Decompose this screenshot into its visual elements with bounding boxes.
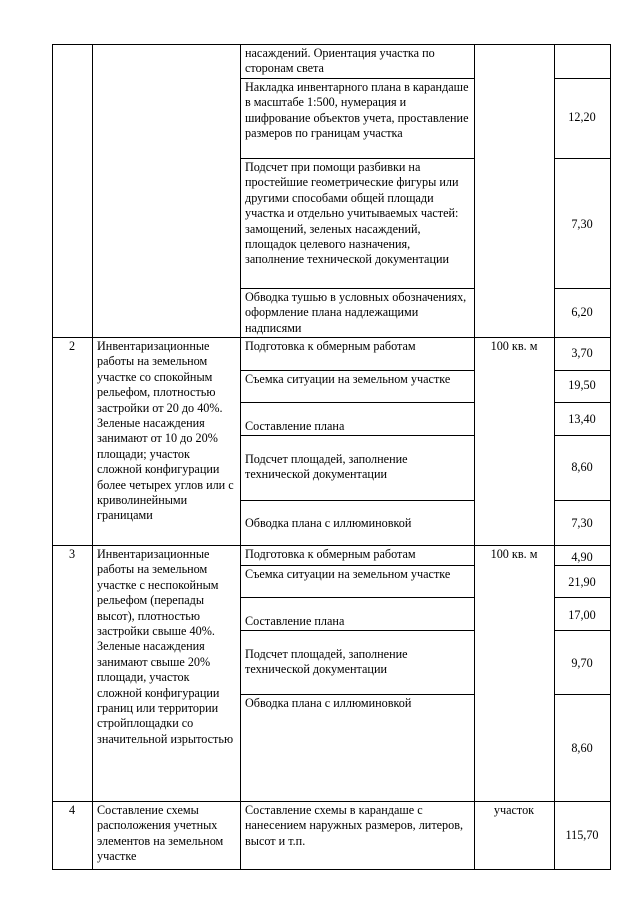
row-number: 4 <box>68 803 76 817</box>
norm-value: 3,70 <box>571 346 593 360</box>
norm-value: 17,00 <box>568 608 596 622</box>
operation-text: Составление схемы в карандаше с нанесением наружных размеров, литеров, высот и т.п. <box>245 803 464 848</box>
operation-text: Подсчет площадей, заполнение технической документации <box>245 452 408 482</box>
operation-text: Обводка тушью в условных обозначениях, оформление плана надлежащими надписями <box>245 290 467 335</box>
row-number: 3 <box>68 547 76 561</box>
operation-text: Подсчет при помощи разбивки на простейшие геометрические фигуры или другими способами общей площади участка и отдельно учитываемых частей: замощений, зеленых насаждений, площадок целевого назначения, заполнение технической документации <box>245 160 459 267</box>
norm-value: 6,20 <box>571 305 593 319</box>
operation-text: Подготовка к обмерным работам <box>245 339 416 353</box>
norm-value: 21,90 <box>568 575 596 589</box>
unit-of-measure: 100 кв. м <box>490 547 538 561</box>
norm-value: 9,70 <box>571 656 593 670</box>
operation-text: Подготовка к обмерным работам <box>245 547 416 561</box>
norm-value: 7,30 <box>571 516 593 530</box>
work-name: Инвентаризационные работы на земельном участке с неспокойным рельефом (перепады высот), плотностью застройки свыше 40%. Зеленые насаждения занимают свыше 20% площади, участок сложной конфигурации границ или территории стройплощадки со значительной изрытостью <box>97 547 234 746</box>
operation-text: Составление плана <box>245 419 345 433</box>
norm-value: 115,70 <box>565 828 599 842</box>
norm-value: 4,90 <box>571 550 593 564</box>
operation-text: Съемка ситуации на земельном участке <box>245 567 451 581</box>
norm-value: 8,60 <box>571 460 593 474</box>
operation-text: Обводка плана с иллюминовкой <box>245 516 412 530</box>
operation-text: Съемка ситуации на земельном участке <box>245 372 451 386</box>
norm-value: 13,40 <box>568 412 596 426</box>
norm-value: 12,20 <box>568 110 596 124</box>
norm-value: 7,30 <box>571 217 593 231</box>
unit-of-measure: участок <box>493 803 535 817</box>
unit-of-measure: 100 кв. м <box>490 339 538 353</box>
operation-text: Накладка инвентарного плана в карандаше в масштабе 1:500, нумерация и шифрование объектов учета, проставление размеров по границам участка <box>245 80 469 141</box>
operation-text: Обводка плана с иллюминовкой <box>245 696 412 710</box>
norm-value: 19,50 <box>568 378 596 392</box>
operation-text: Составление плана <box>245 614 345 628</box>
operation-text: насаждений. Ориентация участка по сторонам света <box>245 46 435 76</box>
work-name: Инвентаризационные работы на земельном участке со спокойным рельефом, плотностью застройки от 20 до 40%. Зеленые насаждения занимают от 10 до 20% площади; участок сложной конфигурации более четырех углов или с криволинейными границами <box>97 339 234 523</box>
row-number: 2 <box>68 339 76 353</box>
operation-text: Подсчет площадей, заполнение технической документации <box>245 647 408 677</box>
work-name: Составление схемы расположения учетных элементов на земельном участке <box>97 803 224 864</box>
norm-value: 8,60 <box>571 741 593 755</box>
